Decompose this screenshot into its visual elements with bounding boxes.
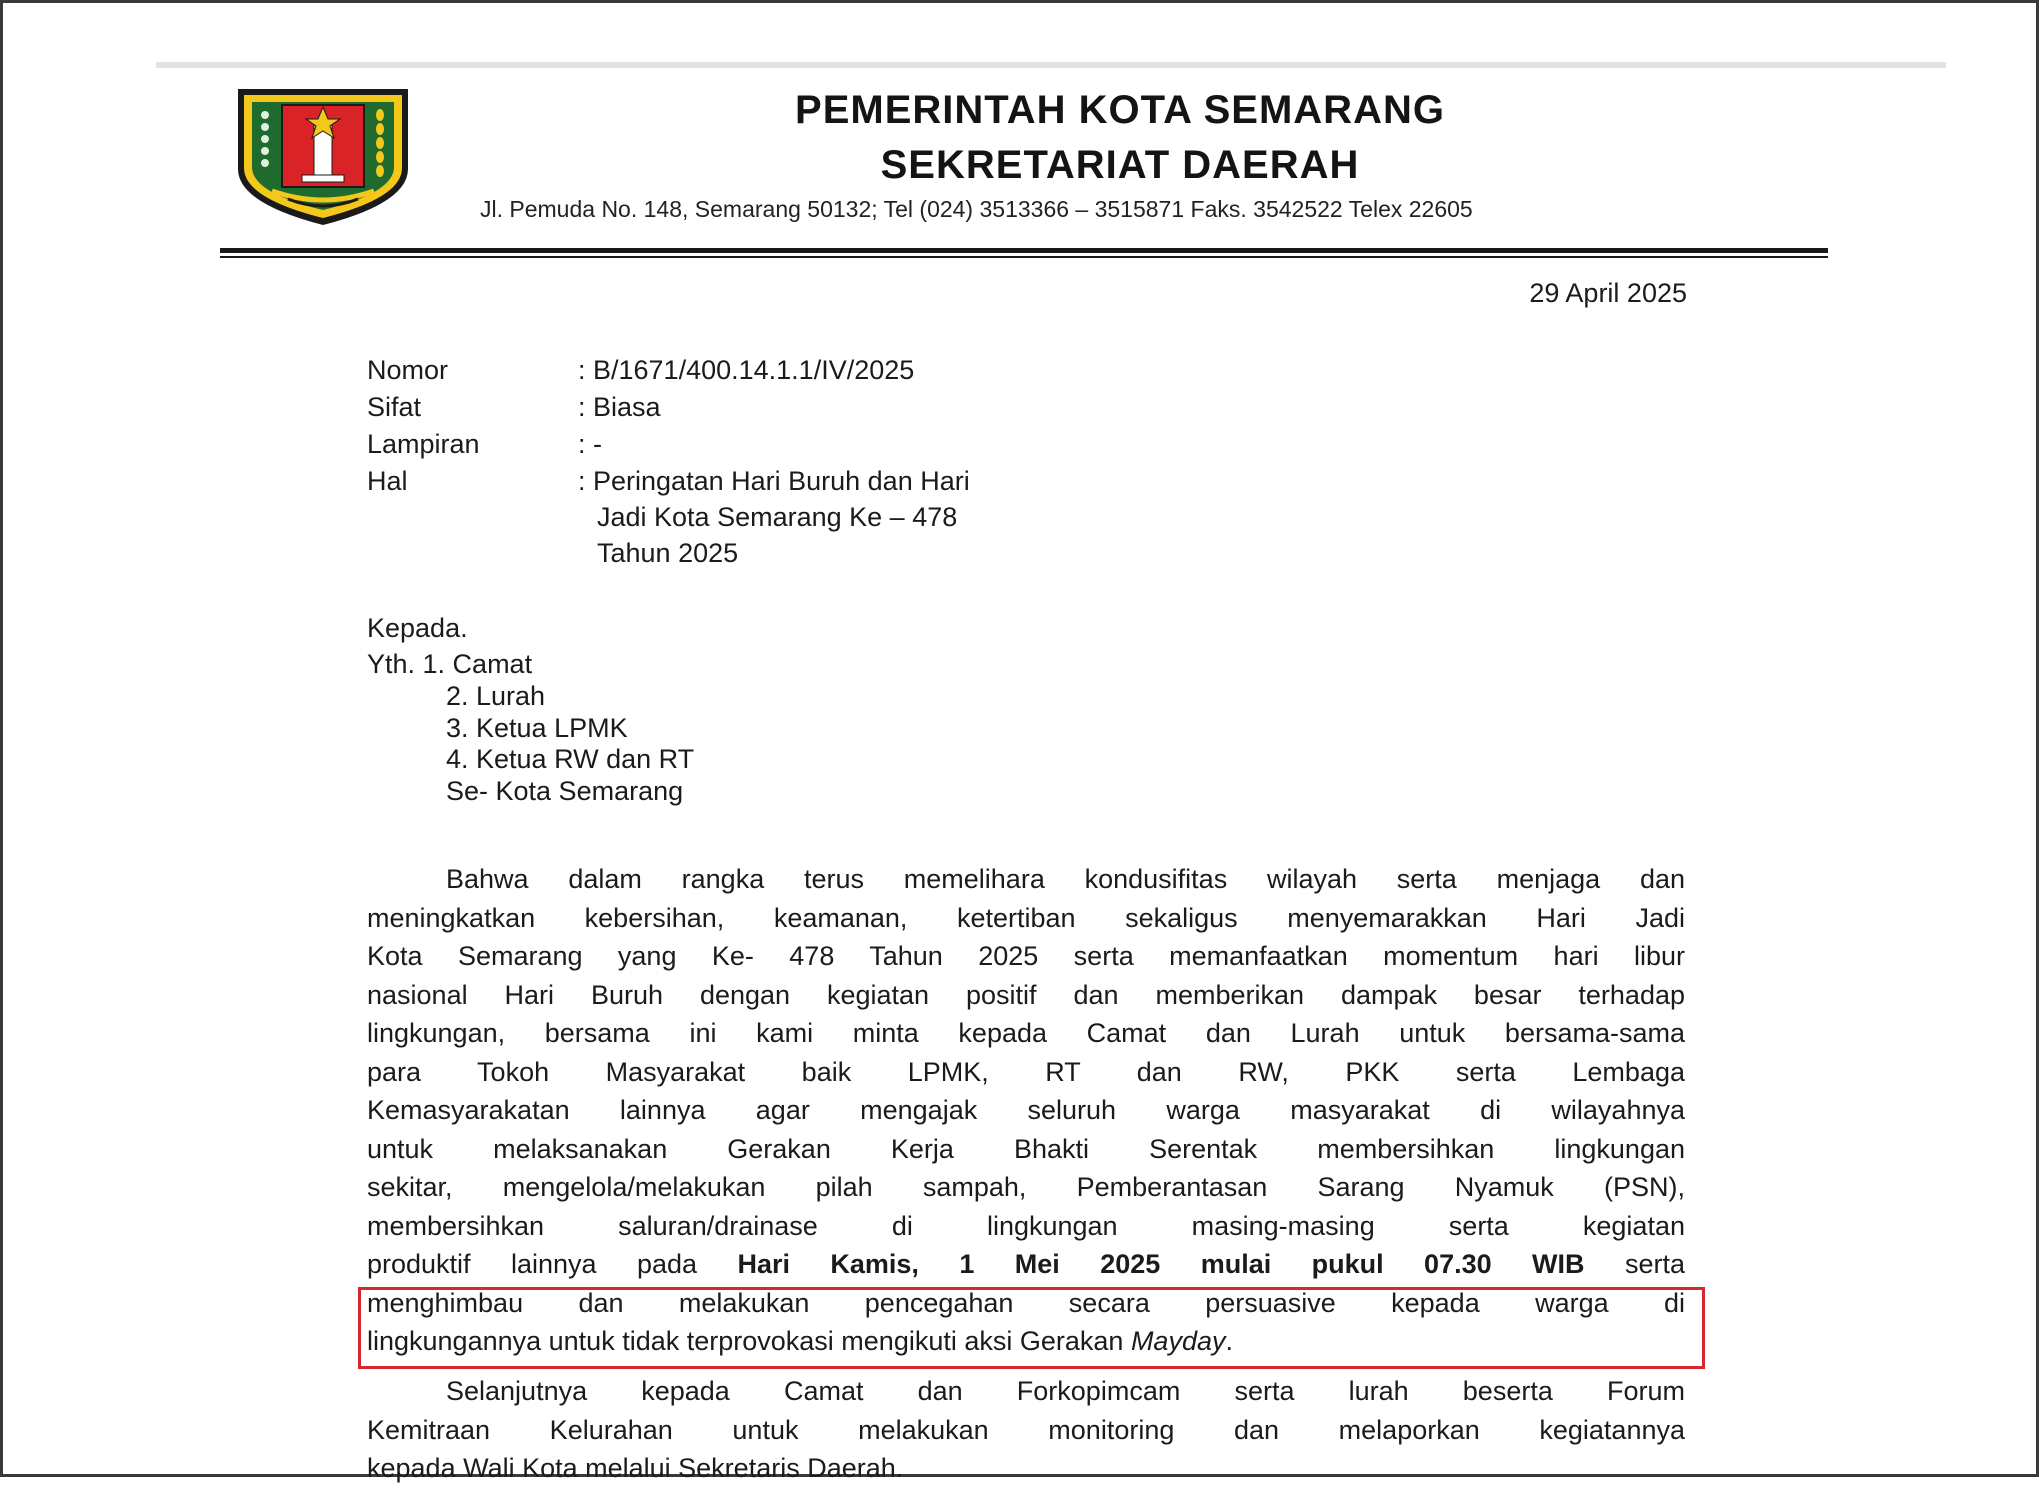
body-line: Bahwa dalam rangka terus memelihara kondusifitas wilayah serta menjaga dan xyxy=(446,864,1685,894)
government-name: PEMERINTAH KOTA SEMARANG xyxy=(795,88,1445,132)
body-line: membersihkan saluran/drainase di lingkungan masing-masing serta kegiatan xyxy=(367,1210,1685,1241)
meta-value-cont: Tahun 2025 xyxy=(597,538,739,568)
body-line: Selanjutnya kepada Camat dan Forkopimcam serta lurah beserta Forum xyxy=(446,1376,1685,1406)
body-text: produktif lainnya pada xyxy=(367,1249,698,1279)
meta-value: : Biasa xyxy=(578,392,661,422)
body-line: nasional Hari Buruh dengan kegiatan positif dan memberikan dampak besar terhadap xyxy=(367,979,1685,1010)
meta-value-cont: Jadi Kota Semarang Ke – 478 xyxy=(597,502,958,532)
body-text: lingkungannya untuk tidak terprovokasi mengikuti aksi Gerakan xyxy=(367,1326,1124,1356)
meta-label: Nomor xyxy=(367,355,449,385)
body-paragraph-2 xyxy=(367,1372,1685,1488)
recipient-item: Se- Kota Semarang xyxy=(446,776,684,806)
highlight-annotation-box xyxy=(358,1287,1705,1369)
body-line: sekitar, mengelola/melakukan pilah sampah, Pemberantasan Sarang Nyamuk (PSN), xyxy=(367,1172,1685,1202)
body-text: . xyxy=(1225,1326,1233,1356)
body-line: meningkatkan kebersihan, keamanan, ketertiban sekaligus menyemarakkan Hari Jadi xyxy=(367,902,1685,933)
recipient-item: 2. Lurah xyxy=(446,681,546,711)
meta-label: Hal xyxy=(367,466,408,496)
semarang-city-emblem-icon xyxy=(232,85,414,229)
mayday-term: Mayday xyxy=(1130,1326,1226,1356)
meta-value: : Peringatan Hari Buruh dan Hari xyxy=(578,466,970,496)
body-line: lingkungan, bersama ini kami minta kepada Camat dan Lurah untuk bersama-sama xyxy=(367,1018,1685,1048)
header-rule-thin xyxy=(220,256,1828,258)
meta-label: Lampiran xyxy=(367,429,480,459)
header-rule-thick xyxy=(220,248,1828,253)
body-line: Kota Semarang yang Ke- 478 Tahun 2025 serta memanfaatkan momentum hari libur xyxy=(367,941,1685,971)
kepada-label: Kepada. xyxy=(367,613,468,643)
body-paragraph-1 xyxy=(367,860,1685,1361)
body-line: kepada Wali Kota melalui Sekretaris Daerah. xyxy=(367,1453,904,1483)
body-line: Kemitraan Kelurahan untuk melakukan monitoring dan melaporkan kegiatannya xyxy=(367,1414,1685,1445)
recipient-item: 4. Ketua RW dan RT xyxy=(446,744,695,774)
body-line: para Tokoh Masyarakat baik LPMK, RT dan RW, PKK serta Lembaga xyxy=(367,1056,1685,1087)
body-line-schedule xyxy=(367,1245,1685,1284)
body-text: serta xyxy=(1624,1249,1685,1279)
office-name: SEKRETARIAT DAERAH xyxy=(880,143,1360,187)
meta-value: : B/1671/400.14.1.1/IV/2025 xyxy=(578,355,915,385)
meta-value: : - xyxy=(578,429,602,459)
recipient-item: 3. Ketua LPMK xyxy=(446,713,628,743)
meta-label: Sifat xyxy=(367,392,422,422)
event-schedule: Hari Kamis, 1 Mei 2025 mulai pukul 07.30 WIB xyxy=(737,1249,1585,1279)
body-line: Kemasyarakatan lainnya agar mengajak seluruh warga masyarakat di wilayahnya xyxy=(367,1095,1685,1125)
office-address: Jl. Pemuda No. 148, Semarang 50132; Tel (024) 3513366 – 3515871 Faks. 3542522 Telex 22605 xyxy=(480,196,1473,222)
recipient-item: Yth. 1. Camat xyxy=(367,649,533,679)
letter-date: 29 April 2025 xyxy=(1529,278,1687,308)
page-top-edge xyxy=(156,62,1946,68)
body-line-highlighted: menghimbau dan melakukan pencegahan secara persuasive kepada warga di xyxy=(367,1287,1685,1318)
body-line: untuk melaksanakan Gerakan Kerja Bhakti Serentak membersihkan lingkungan xyxy=(367,1133,1685,1164)
